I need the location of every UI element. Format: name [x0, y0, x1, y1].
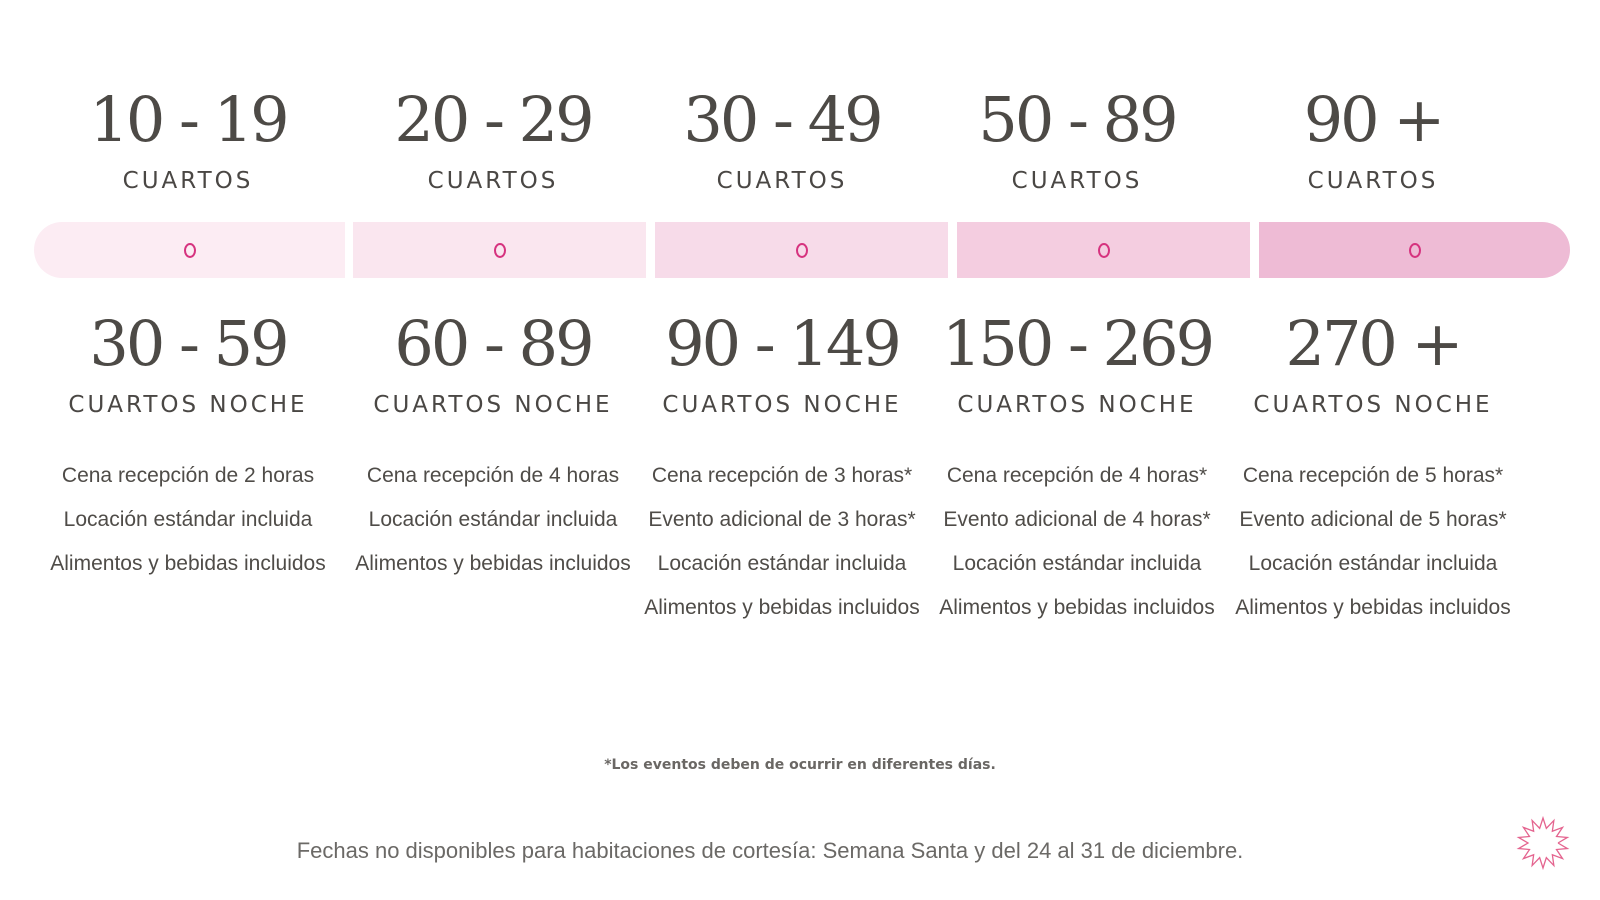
benefit-item: Evento adicional de 3 horas* [648, 508, 916, 531]
room-nights-range: 90 - 149 [665, 307, 899, 380]
room-nights-label: CUARTOS NOCHE [373, 392, 613, 418]
benefits-list [927, 462, 1227, 638]
benefit-item: Cena recepción de 3 horas* [651, 464, 913, 487]
events-footnote: *Los eventos deben de ocurrir en diferentes días. [604, 757, 996, 773]
tier-5-bar [1259, 222, 1570, 278]
circle-marker-icon [1409, 243, 1421, 258]
circle-marker-icon [184, 243, 196, 258]
benefit-item: Locación estándar incluida [657, 552, 907, 575]
benefit-item: Cena recepción de 4 horas* [946, 464, 1208, 487]
room-nights-range: 30 - 59 [89, 307, 287, 380]
room-nights-label: CUARTOS NOCHE [1253, 392, 1493, 418]
rooms-range: 30 - 49 [683, 83, 881, 156]
rooms-label: CUARTOS [122, 168, 254, 194]
tier-1-bar [34, 222, 345, 278]
benefits-list [38, 462, 338, 594]
room-nights-label: CUARTOS NOCHE [957, 392, 1197, 418]
benefit-item: Evento adicional de 4 horas* [943, 508, 1211, 531]
rooms-range: 50 - 89 [978, 83, 1176, 156]
room-nights-label: CUARTOS NOCHE [68, 392, 308, 418]
tier-2-bar [353, 222, 646, 278]
rooms-range: 20 - 29 [394, 83, 592, 156]
benefit-item: Cena recepción de 4 horas [366, 464, 620, 487]
room-nights-range: 270 + [1285, 307, 1461, 380]
sunburst-logo-icon [1515, 815, 1571, 871]
benefit-item: Locación estándar incluida [1248, 552, 1498, 575]
tier-4-bar [957, 222, 1250, 278]
circle-marker-icon [494, 243, 506, 258]
benefit-item: Cena recepción de 5 horas* [1242, 464, 1504, 487]
rooms-range: 10 - 19 [89, 83, 287, 156]
circle-marker-icon [796, 243, 808, 258]
tier-3-bar [655, 222, 948, 278]
rooms-label: CUARTOS [716, 168, 848, 194]
benefit-item: Locación estándar incluida [368, 508, 618, 531]
benefits-list [1223, 462, 1523, 638]
benefits-list [343, 462, 643, 594]
benefit-item: Locación estándar incluida [63, 508, 313, 531]
benefit-item: Locación estándar incluida [952, 552, 1202, 575]
room-nights-range: 150 - 269 [941, 307, 1213, 380]
benefit-item: Alimentos y bebidas incluidos [939, 596, 1215, 619]
circle-marker-icon [1098, 243, 1110, 258]
room-nights-label: CUARTOS NOCHE [662, 392, 902, 418]
room-nights-range: 60 - 89 [394, 307, 592, 380]
benefit-item: Alimentos y bebidas incluidos [1235, 596, 1511, 619]
rooms-label: CUARTOS [1307, 168, 1439, 194]
benefit-item: Alimentos y bebidas incluidos [644, 596, 920, 619]
benefit-item: Alimentos y bebidas incluidos [50, 552, 326, 575]
benefit-item: Evento adicional de 5 horas* [1239, 508, 1507, 531]
rooms-label: CUARTOS [427, 168, 559, 194]
unavailable-dates-note: Fechas no disponibles para habitaciones de cortesía: Semana Santa y del 24 al 31 de diciembre. [296, 838, 1244, 863]
benefit-item: Cena recepción de 2 horas [61, 464, 315, 487]
rooms-label: CUARTOS [1011, 168, 1143, 194]
benefit-item: Alimentos y bebidas incluidos [355, 552, 631, 575]
rooms-range: 90 + [1303, 83, 1443, 156]
benefits-list [632, 462, 932, 638]
